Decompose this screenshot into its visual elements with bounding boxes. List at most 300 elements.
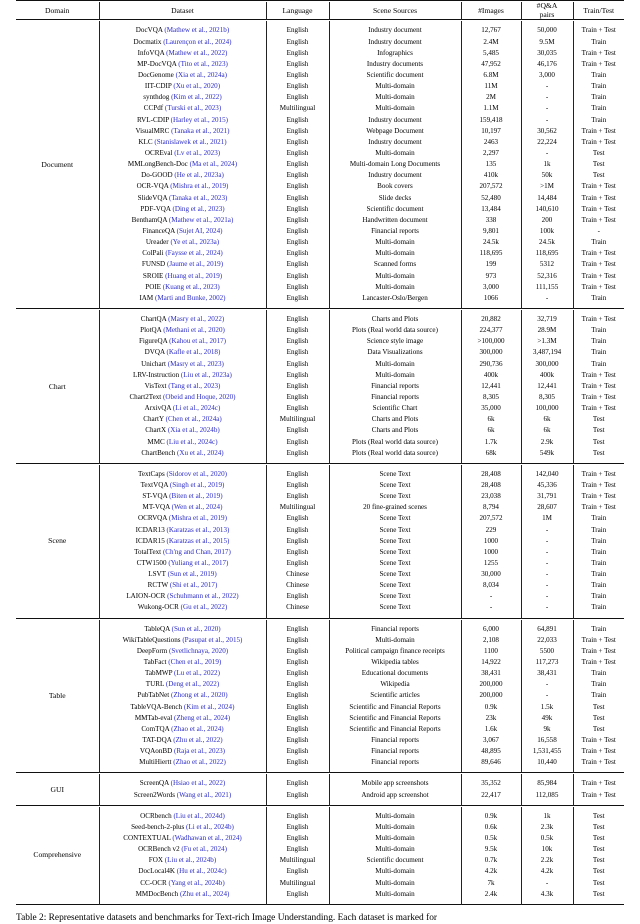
- dataset-citation[interactable]: (Liu et al., 2024b): [164, 856, 217, 865]
- dataset-citation[interactable]: (Tang et al., 2023): [168, 381, 221, 390]
- scene-source-cell: Multi-domain: [329, 282, 461, 293]
- dataset-cell: [99, 513, 266, 524]
- dataset-name: OCRbench: [140, 811, 172, 820]
- qa-pairs-cell: 142,040: [521, 469, 573, 480]
- scene-source-cell: Multi-domain: [329, 370, 461, 381]
- dataset-citation[interactable]: (Jaume et al., 2019): [166, 260, 224, 269]
- qa-pairs-cell: -: [521, 547, 573, 558]
- language-cell: English: [266, 778, 329, 789]
- scene-source-cell: Scientific and Financial Reports: [329, 724, 461, 735]
- dataset-citation[interactable]: (Sidorov et al., 2020): [166, 469, 227, 478]
- language-cell: English: [266, 347, 329, 358]
- qa-pairs-cell: -: [521, 569, 573, 580]
- qa-pairs-cell: 2.3k: [521, 822, 573, 833]
- train-test-cell: Test: [573, 811, 624, 822]
- dataset-cell: [99, 381, 266, 392]
- dataset-citation[interactable]: (Karatzas et al., 2015): [166, 536, 230, 545]
- dataset-citation[interactable]: (Wen et al., 2024): [171, 503, 223, 512]
- images-count-cell: 1000: [461, 536, 521, 547]
- table-row: [16, 889, 624, 900]
- scene-source-cell: Charts and Plots: [329, 314, 461, 325]
- train-test-cell: Test: [573, 855, 624, 866]
- dataset-cell: [99, 502, 266, 513]
- dataset-citation[interactable]: (Wadhawan et al., 2024): [172, 834, 242, 843]
- dataset-cell: [99, 646, 266, 657]
- scene-source-cell: Scientific articles: [329, 690, 461, 701]
- dataset-citation[interactable]: (Turski et al., 2023): [164, 104, 222, 113]
- images-count-cell: 290,736: [461, 359, 521, 370]
- dataset-name: PlotQA: [140, 326, 162, 335]
- images-count-cell: 224,377: [461, 325, 521, 336]
- dataset-name: LRV-Instruction: [133, 370, 180, 379]
- language-cell: English: [266, 724, 329, 735]
- dataset-citation[interactable]: (Methani et al., 2020): [163, 326, 225, 335]
- table-row: [16, 237, 624, 248]
- dataset-name: TotalText: [134, 547, 162, 556]
- dataset-name: DocLocal4K: [138, 867, 175, 876]
- dataset-citation[interactable]: (Yuliang et al., 2017): [168, 558, 229, 567]
- train-test-cell: Test: [573, 448, 624, 459]
- scene-source-cell: Multi-domain: [329, 248, 461, 259]
- dataset-citation[interactable]: (Tanaka et al., 2023): [168, 193, 228, 202]
- images-count-cell: 0.9k: [461, 811, 521, 822]
- dataset-name: Ureader: [145, 238, 169, 247]
- dataset-cell: [99, 724, 266, 735]
- datasets-table: [16, 0, 624, 906]
- dataset-citation[interactable]: (Ye et al., 2023a): [170, 238, 220, 247]
- train-test-cell: Train: [573, 347, 624, 358]
- dataset-citation[interactable]: (Tito et al., 2023): [178, 59, 228, 68]
- images-count-cell: 338: [461, 215, 521, 226]
- images-count-cell: 229: [461, 524, 521, 535]
- dataset-citation[interactable]: (Raja et al., 2023): [174, 747, 226, 756]
- images-count-cell: 199: [461, 259, 521, 270]
- qa-header-line1: #Q&A: [536, 1, 558, 10]
- language-cell: English: [266, 259, 329, 270]
- dataset-citation[interactable]: (Liu et al., 2024d): [173, 811, 225, 820]
- dataset-citation[interactable]: (Zhu et al., 2024): [179, 889, 230, 898]
- images-count-cell: 11M: [461, 81, 521, 92]
- scene-source-cell: Data Visualizations: [329, 347, 461, 358]
- qa-pairs-cell: 22,033: [521, 635, 573, 646]
- scene-source-cell: Industry document: [329, 115, 461, 126]
- domain-label-document: Document: [41, 159, 74, 169]
- table-row: [16, 92, 624, 103]
- qa-pairs-cell: 50,000: [521, 25, 573, 36]
- dataset-citation[interactable]: (Karatzas et al., 2013): [166, 525, 230, 534]
- qa-pairs-cell: 45,336: [521, 480, 573, 491]
- dataset-name: IAM: [139, 293, 154, 302]
- language-cell: English: [266, 480, 329, 491]
- dataset-name: ScreenQA: [139, 779, 169, 788]
- train-test-cell: Test: [573, 822, 624, 833]
- table-row: [16, 448, 624, 459]
- qa-pairs-cell: 6k: [521, 414, 573, 425]
- dataset-name: BenthamQA: [131, 215, 168, 224]
- dataset-citation[interactable]: (Kim et al., 2022): [171, 93, 222, 102]
- dataset-citation[interactable]: (Zhu et al., 2022): [173, 736, 223, 745]
- dataset-name: LAION-OCR: [126, 592, 166, 601]
- dataset-citation[interactable]: (Marti and Bunke, 2002): [155, 293, 226, 302]
- dataset-name: MP-DocVQA: [137, 59, 177, 68]
- table-row: [16, 403, 624, 414]
- dataset-cell: [99, 170, 266, 181]
- qa-pairs-cell: >1.3M: [521, 336, 573, 347]
- column-header-scene-sources: Scene Sources: [329, 2, 461, 20]
- dataset-citation[interactable]: (Huang et al., 2019): [165, 271, 223, 280]
- dataset-citation[interactable]: (Liu et al., 2024c): [166, 437, 218, 446]
- train-test-cell: -: [573, 226, 624, 237]
- dataset-name: POIE: [145, 282, 162, 291]
- images-count-cell: 1066: [461, 293, 521, 304]
- dataset-citation[interactable]: (Singh et al., 2019): [169, 480, 225, 489]
- language-cell: English: [266, 70, 329, 81]
- dataset-cell: [99, 811, 266, 822]
- dataset-citation[interactable]: (Biten et al., 2019): [169, 492, 223, 501]
- dataset-cell: [99, 25, 266, 36]
- qa-pairs-cell: 49k: [521, 713, 573, 724]
- qa-pairs-cell: 1k: [521, 159, 573, 170]
- images-count-cell: 6,000: [461, 624, 521, 635]
- dataset-cell: [99, 591, 266, 602]
- dataset-cell: [99, 103, 266, 114]
- table-row: [16, 855, 624, 866]
- dataset-cell: [99, 347, 266, 358]
- scene-source-cell: Scientific document: [329, 70, 461, 81]
- dataset-citation[interactable]: (Masry et al., 2022): [168, 314, 225, 323]
- dataset-citation[interactable]: (Pasupat et al., 2015): [182, 635, 243, 644]
- scene-source-cell: Handwritten document: [329, 215, 461, 226]
- language-cell: English: [266, 336, 329, 347]
- dataset-name: FinanceQA: [142, 226, 175, 235]
- language-cell: Multilingual: [266, 855, 329, 866]
- table-row: [16, 502, 624, 513]
- qa-pairs-cell: 112,085: [521, 790, 573, 801]
- language-cell: English: [266, 624, 329, 635]
- table-row: [16, 746, 624, 757]
- dataset-name: TableVQA-Bench: [130, 702, 183, 711]
- images-count-cell: 20,882: [461, 314, 521, 325]
- dataset-citation[interactable]: (Zheng et al., 2024): [173, 713, 231, 722]
- table-row: [16, 215, 624, 226]
- dataset-cell: [99, 635, 266, 646]
- qa-pairs-cell: -: [521, 115, 573, 126]
- images-count-cell: 1.6k: [461, 724, 521, 735]
- dataset-citation[interactable]: (Li et al., 2024b): [186, 822, 234, 831]
- dataset-name: Screen2Words: [133, 790, 176, 799]
- train-test-cell: Train: [573, 359, 624, 370]
- scene-source-cell: Mobile app screenshots: [329, 778, 461, 789]
- scene-source-cell: Scientific Chart: [329, 403, 461, 414]
- dataset-name: Chart2Text: [129, 392, 162, 401]
- dataset-cell: [99, 336, 266, 347]
- dataset-cell: [99, 248, 266, 259]
- language-cell: English: [266, 635, 329, 646]
- dataset-citation[interactable]: (Gu et al., 2022): [180, 603, 228, 612]
- dataset-citation[interactable]: (Yang et al., 2024b): [168, 878, 225, 887]
- language-cell: English: [266, 403, 329, 414]
- language-cell: English: [266, 271, 329, 282]
- dataset-citation[interactable]: (Zhao et al., 2024): [171, 724, 224, 733]
- dataset-cell: [99, 469, 266, 480]
- dataset-citation[interactable]: (Obeid and Hoque, 2020): [163, 392, 236, 401]
- language-cell: English: [266, 790, 329, 801]
- qa-pairs-cell: 400k: [521, 370, 573, 381]
- images-count-cell: 5,485: [461, 48, 521, 59]
- images-count-cell: 68k: [461, 448, 521, 459]
- table-row: [16, 547, 624, 558]
- dataset-citation[interactable]: (Liu et al., 2023a): [180, 370, 232, 379]
- dataset-citation[interactable]: (Lv et al., 2023): [174, 149, 221, 157]
- dataset-citation[interactable]: (Faysse et al., 2024): [165, 249, 223, 258]
- scene-source-cell: Scientific document: [329, 204, 461, 215]
- dataset-citation[interactable]: (Chen et al., 2024a): [165, 415, 222, 424]
- dataset-name: MT-VQA: [142, 503, 170, 512]
- qa-pairs-cell: 4.3k: [521, 889, 573, 900]
- dataset-citation[interactable]: (Sujet AI, 2024): [176, 226, 223, 235]
- dataset-name: WikiTableQuestions: [122, 635, 181, 644]
- train-test-cell: Train + Test: [573, 757, 624, 768]
- dataset-cell: [99, 237, 266, 248]
- dataset-cell: [99, 403, 266, 414]
- language-cell: English: [266, 822, 329, 833]
- train-test-cell: Train + Test: [573, 735, 624, 746]
- train-test-cell: Train: [573, 547, 624, 558]
- dataset-name: ChartQA: [140, 314, 167, 323]
- dataset-cell: [99, 81, 266, 92]
- table-row: [16, 635, 624, 646]
- language-cell: English: [266, 690, 329, 701]
- table-row: [16, 491, 624, 502]
- table-row: [16, 25, 624, 36]
- language-cell: English: [266, 889, 329, 900]
- table-row: [16, 381, 624, 392]
- qa-pairs-cell: 12,441: [521, 381, 573, 392]
- dataset-citation[interactable]: (Ma et al., 2024): [189, 160, 238, 169]
- table-row: [16, 524, 624, 535]
- images-count-cell: 1255: [461, 558, 521, 569]
- scene-source-cell: Scene Text: [329, 591, 461, 602]
- train-test-cell: Train + Test: [573, 381, 624, 392]
- table-row: [16, 193, 624, 204]
- dataset-cell: [99, 425, 266, 436]
- scene-source-cell: Multi-domain: [329, 81, 461, 92]
- table-row: [16, 414, 624, 425]
- dataset-cell: [99, 148, 266, 159]
- dataset-citation[interactable]: (Mishra et al., 2019): [170, 182, 229, 191]
- table-row: [16, 469, 624, 480]
- language-cell: Multilingual: [266, 878, 329, 889]
- dataset-citation[interactable]: (Fu et al., 2024): [181, 845, 227, 854]
- train-test-cell: Test: [573, 414, 624, 425]
- dataset-citation[interactable]: (Svetlichnaya, 2020): [169, 646, 229, 655]
- dataset-citation[interactable]: (Xu et al., 2024): [176, 448, 224, 457]
- qa-pairs-cell: -: [521, 148, 573, 159]
- dataset-cell: [99, 580, 266, 591]
- dataset-citation[interactable]: (Sun et al., 2019): [167, 570, 217, 579]
- language-cell: English: [266, 591, 329, 602]
- dataset-citation[interactable]: (Chen et al., 2019): [168, 658, 222, 667]
- qa-pairs-cell: 32,719: [521, 314, 573, 325]
- dataset-cell: [99, 480, 266, 491]
- dataset-name: ChartY: [143, 415, 164, 424]
- column-header-language: Language: [266, 2, 329, 20]
- dataset-name: ICDAR13: [135, 525, 165, 534]
- dataset-citation[interactable]: (Kim et al., 2024): [183, 702, 235, 711]
- train-test-cell: Train + Test: [573, 204, 624, 215]
- scene-source-cell: Charts and Plots: [329, 414, 461, 425]
- dataset-name: DocGenome: [137, 71, 174, 80]
- scene-source-cell: Financial reports: [329, 624, 461, 635]
- dataset-citation[interactable]: (Kafle et al., 2018): [166, 348, 221, 357]
- train-test-cell: Train + Test: [573, 248, 624, 259]
- dataset-cell: [99, 735, 266, 746]
- language-cell: English: [266, 115, 329, 126]
- dataset-name: KLC: [138, 137, 153, 146]
- dataset-citation[interactable]: (Hsiao et al., 2022): [170, 779, 226, 788]
- scene-source-cell: Plots (Real world data source): [329, 325, 461, 336]
- dataset-citation[interactable]: (Mathew et al., 2021a): [168, 215, 234, 224]
- dataset-cell: [99, 70, 266, 81]
- dataset-citation[interactable]: (Ch'ng and Chan, 2017): [162, 547, 231, 556]
- dataset-citation[interactable]: (Xu et al., 2020): [173, 82, 221, 91]
- dataset-cell: [99, 359, 266, 370]
- qa-pairs-cell: 6k: [521, 425, 573, 436]
- scene-source-cell: 20 fine-grained scenes: [329, 502, 461, 513]
- scene-source-cell: Educational documents: [329, 668, 461, 679]
- qa-pairs-cell: 85,984: [521, 778, 573, 789]
- table-caption: Table 2: Representative datasets and benchmarks for Text-rich Image Understanding. Each dataset is marked for: [16, 912, 438, 923]
- table-row: [16, 226, 624, 237]
- scene-source-cell: Webpage Document: [329, 126, 461, 137]
- dataset-cell: [99, 558, 266, 569]
- dataset-name: ChartX: [145, 426, 167, 435]
- dataset-citation[interactable]: (Li et al., 2024c): [172, 404, 221, 413]
- table-row: [16, 37, 624, 48]
- language-cell: Multilingual: [266, 502, 329, 513]
- dataset-citation[interactable]: (Mathew et al., 2022): [166, 48, 228, 57]
- language-cell: English: [266, 757, 329, 768]
- dataset-name: ColPali: [142, 249, 164, 258]
- dataset-citation[interactable]: (Wang et al., 2021): [176, 790, 232, 799]
- scene-source-cell: Book covers: [329, 181, 461, 192]
- train-test-cell: Test: [573, 833, 624, 844]
- scene-source-cell: Industry document: [329, 25, 461, 36]
- scene-source-cell: Slide decks: [329, 193, 461, 204]
- language-cell: English: [266, 746, 329, 757]
- train-test-cell: Train: [573, 513, 624, 524]
- scene-source-cell: Plots (Real world data source): [329, 448, 461, 459]
- dataset-citation[interactable]: (Zhao et al., 2022): [173, 758, 226, 767]
- dataset-citation[interactable]: (Xia et al., 2024b): [167, 426, 220, 435]
- dataset-citation[interactable]: (Ding et al., 2023): [172, 204, 225, 213]
- images-count-cell: 6k: [461, 414, 521, 425]
- train-test-cell: Train: [573, 690, 624, 701]
- language-cell: English: [266, 469, 329, 480]
- dataset-name: MMDocBench: [135, 889, 179, 898]
- images-count-cell: 2,108: [461, 635, 521, 646]
- dataset-citation[interactable]: (Kuang et al., 2023): [162, 282, 220, 291]
- table-row: [16, 735, 624, 746]
- table-row: [16, 513, 624, 524]
- train-test-cell: Train: [573, 103, 624, 114]
- language-cell: English: [266, 81, 329, 92]
- scene-source-cell: Multi-domain: [329, 92, 461, 103]
- train-test-cell: Train + Test: [573, 392, 624, 403]
- dataset-name: Docmatix: [133, 37, 162, 46]
- dataset-cell: [99, 126, 266, 137]
- dataset-citation[interactable]: (Lu et al., 2022): [174, 669, 220, 678]
- dataset-cell: [99, 282, 266, 293]
- table-header-row: [16, 2, 624, 20]
- dataset-citation[interactable]: (Kahou et al., 2017): [169, 337, 227, 346]
- language-cell: Chinese: [266, 602, 329, 613]
- dataset-citation[interactable]: (Stanislawek et al., 2021): [154, 137, 227, 146]
- dataset-cell: [99, 159, 266, 170]
- dataset-citation[interactable]: (He et al., 2023a): [174, 171, 224, 180]
- images-count-cell: -: [461, 591, 521, 602]
- dataset-name: Wukong-OCR: [137, 603, 179, 612]
- dataset-citation[interactable]: (Tanaka et al., 2021): [171, 126, 230, 135]
- dataset-citation[interactable]: (Sun et al., 2020): [171, 624, 221, 633]
- images-count-cell: 973: [461, 271, 521, 282]
- train-test-cell: Test: [573, 702, 624, 713]
- dataset-name: InfoVQA: [137, 48, 165, 57]
- dataset-citation[interactable]: (Mishra et al., 2019): [168, 514, 227, 523]
- scene-source-cell: Multi-domain: [329, 844, 461, 855]
- qa-pairs-cell: 28,607: [521, 502, 573, 513]
- language-cell: English: [266, 844, 329, 855]
- dataset-citation[interactable]: (Laurençon et al., 2024): [163, 37, 232, 46]
- language-cell: English: [266, 92, 329, 103]
- dataset-citation[interactable]: (Zhong et al., 2020): [171, 691, 228, 700]
- train-test-cell: Train + Test: [573, 469, 624, 480]
- dataset-citation[interactable]: (Xia et al., 2024a): [175, 71, 228, 80]
- qa-pairs-cell: 0.5k: [521, 833, 573, 844]
- dataset-citation[interactable]: (Hu et al., 2024c): [176, 867, 227, 876]
- dataset-cell: [99, 92, 266, 103]
- images-count-cell: 3,000: [461, 282, 521, 293]
- scene-source-cell: Multi-domain: [329, 822, 461, 833]
- dataset-cell: [99, 437, 266, 448]
- qa-pairs-cell: 50k: [521, 170, 573, 181]
- dataset-citation[interactable]: (Harley et al., 2015): [170, 115, 228, 124]
- domain-label-comprehensive: Comprehensive: [33, 850, 82, 860]
- dataset-name: TabMWP: [145, 669, 173, 678]
- language-cell: English: [266, 59, 329, 70]
- images-count-cell: 2M: [461, 92, 521, 103]
- dataset-citation[interactable]: (Mathew et al., 2021b): [164, 26, 230, 35]
- qa-pairs-cell: 300,000: [521, 359, 573, 370]
- images-count-cell: 118,695: [461, 248, 521, 259]
- qa-pairs-cell: -: [521, 103, 573, 114]
- table-row: [16, 624, 624, 635]
- dataset-name: CTW1500: [136, 558, 167, 567]
- language-cell: English: [266, 126, 329, 137]
- dataset-name: TURL: [145, 680, 165, 689]
- table-row: [16, 790, 624, 801]
- dataset-citation[interactable]: (Shi et al., 2017): [169, 581, 218, 590]
- qa-pairs-cell: -: [521, 524, 573, 535]
- dataset-citation[interactable]: (Deng et al., 2022): [165, 680, 220, 689]
- table-row: [16, 314, 624, 325]
- dataset-citation[interactable]: (Masry et al., 2023): [167, 359, 224, 368]
- train-test-cell: Train: [573, 602, 624, 613]
- language-cell: English: [266, 702, 329, 713]
- table-row: [16, 103, 624, 114]
- images-count-cell: 2,297: [461, 148, 521, 159]
- dataset-citation[interactable]: (Schuhmann et al., 2022): [167, 592, 239, 601]
